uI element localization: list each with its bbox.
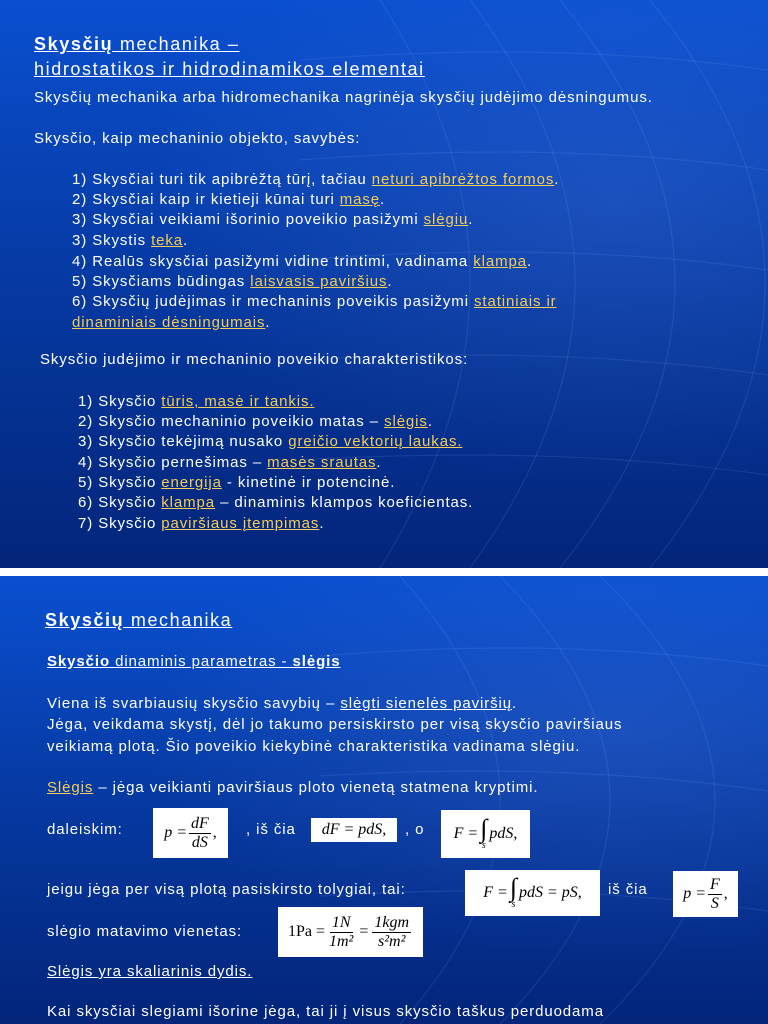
f2-text: dF = pdS <box>321 821 383 838</box>
c2-a: 3) Skysčio <box>78 433 162 450</box>
p0-c: , tačiau <box>311 171 372 188</box>
c4-c2: ir <box>296 474 318 491</box>
intro-c: skysčių <box>414 89 481 106</box>
p6-b: judėjimas <box>155 293 227 310</box>
l2-b: , veikdama <box>83 716 170 733</box>
characteristic-item <box>78 412 433 432</box>
pressure-line-2 <box>47 715 622 735</box>
pressure-line-3 <box>47 737 580 757</box>
dynamic-parameter-line <box>47 652 340 672</box>
integral-sign: ∫ s <box>509 873 517 910</box>
formula-p-dF-dS <box>153 808 228 858</box>
l3-f: . <box>575 738 581 755</box>
characteristic-item <box>78 514 324 534</box>
link-klampa-2[interactable]: klampa <box>161 494 216 511</box>
c5-a: 6) Skysčio <box>78 494 162 511</box>
p4-b: Realūs skysčiai <box>92 253 210 270</box>
link-laisvasis-pavirsius[interactable]: laisvasis paviršius <box>250 273 388 290</box>
p0-d: . <box>554 171 560 188</box>
c2-b: tekėjimą <box>161 433 225 450</box>
def-d: vienetą <box>340 779 396 796</box>
p5-d: . <box>387 273 393 290</box>
ph-a: Skysčio, <box>34 130 98 147</box>
l1-a: Viena iš <box>47 695 113 712</box>
l2-e: visą <box>449 716 481 733</box>
l1-b: svarbiausių <box>112 695 199 712</box>
p6-c: ir mechaninis poveikis pasižymi <box>226 293 475 310</box>
intro-b: nagrinėja <box>345 89 415 106</box>
f4-tail: , <box>577 884 582 901</box>
characteristic-item <box>78 473 395 493</box>
link-slegis[interactable]: slėgis <box>384 413 428 430</box>
characteristic-item <box>78 392 314 412</box>
f4-sub: s <box>511 899 516 910</box>
last-line: Kai skysčiai slegiami išorine jėga, tai ji į visus skysčio taškus perduodama <box>47 1003 604 1020</box>
is-cia-label-2: iš čia <box>608 881 648 898</box>
l1-c: skysčio savybių – <box>198 695 341 712</box>
f6-den2: s²m² <box>378 932 406 950</box>
def-b: jėga <box>112 779 145 796</box>
f3-sub: s <box>481 840 486 851</box>
property-item <box>72 272 392 292</box>
f5-lhs: p = <box>683 885 706 902</box>
f3-body: pdS <box>489 825 514 842</box>
f6-eq: = <box>359 923 369 940</box>
s2-title-rest: mechanika <box>124 610 233 630</box>
f1-fraction <box>189 815 211 852</box>
link-slegis-def[interactable]: Slėgis <box>47 779 94 796</box>
is-cia-label: , iš čia <box>246 821 296 838</box>
property-item <box>72 210 473 230</box>
f1-lhs: p = <box>164 824 187 841</box>
c4-d: . <box>390 474 396 491</box>
def-c: veikianti paviršiaus ploto <box>144 779 341 796</box>
f3-lhs: F = <box>453 825 479 842</box>
characteristics-header <box>40 350 468 370</box>
l3-a: veikiamą plotą <box>47 738 156 755</box>
daleiskim-label: daleiskim: <box>47 821 123 838</box>
ch-a: Skysčio <box>40 351 104 368</box>
ph-d: : <box>355 130 361 147</box>
c2-c: nusako <box>224 433 289 450</box>
p2-a: 3) Skysčiai veikiami išorinio poveikio pasižymi <box>72 211 424 228</box>
formula-F-pS <box>465 870 600 916</box>
link-neturi-formos[interactable]: neturi apibrėžtos formos <box>371 171 555 188</box>
f5-tail: , <box>723 885 728 902</box>
property-item <box>72 190 385 210</box>
title-bold: Skysčių <box>34 34 114 54</box>
uniform-force-line <box>47 880 406 900</box>
property-item <box>72 170 559 190</box>
c3-a: 4) Skysčio pernešimas – <box>78 454 268 471</box>
p1-c: turi <box>305 191 340 208</box>
ph-b: kaip mechaninio objekto, <box>97 130 294 147</box>
p3-a: 3) Skystis <box>72 232 152 249</box>
p2-d: . <box>468 211 474 228</box>
p5-a: 5) Skysčiams <box>72 273 178 290</box>
intro-e: . <box>647 89 653 106</box>
p5-b: būdingas <box>177 273 246 290</box>
s2-title-bold: Skysčių <box>45 610 125 630</box>
j-a: jeigu <box>47 881 89 898</box>
link-dinaminiais-desningumais[interactable]: dinaminiais dėsningumais <box>72 314 266 331</box>
f6-fraction-1 <box>327 914 355 951</box>
properties-header <box>34 129 360 149</box>
slide2-title <box>45 609 232 631</box>
link-slegiu[interactable]: slėgiu <box>423 211 469 228</box>
p7-d: . <box>265 314 271 331</box>
def-e: statmena kryptimi. <box>395 779 539 796</box>
p0-a: 1) Skysčiai turi tik <box>72 171 212 188</box>
c3-d: . <box>376 454 382 471</box>
link-statiniais-ir[interactable]: statiniais ir <box>474 293 557 310</box>
link-energija[interactable]: energija <box>161 474 222 491</box>
l2-a: Jėga <box>47 716 84 733</box>
intro-a: Skysčių mechanika arba hidromechanika <box>34 89 346 106</box>
f6-lhs: 1Pa = <box>287 923 325 940</box>
c4-c: - <box>221 474 238 491</box>
link-klampa[interactable]: klampa <box>473 253 528 270</box>
intro-d: judėjimo dėsningumus <box>480 89 648 106</box>
l1-d: slėgti sienelės paviršių <box>340 695 512 712</box>
f6-num2: 1kgm <box>374 913 410 931</box>
c6-a: 7) Skysčio <box>78 515 162 532</box>
link-mases-srautas[interactable]: masės srautas <box>267 454 377 471</box>
f1-num: dF <box>191 814 209 832</box>
f6-den1: 1m² <box>328 932 354 950</box>
slide-separator <box>0 568 768 576</box>
f6-num1: 1N <box>331 913 351 931</box>
scalar-line <box>47 962 252 982</box>
link-teka[interactable]: teka <box>151 232 184 249</box>
property-item <box>72 292 557 312</box>
ch-b: judėjimo <box>103 351 167 368</box>
j-c: per <box>120 881 155 898</box>
l1-e: . <box>512 695 518 712</box>
p1-b: kūnai <box>264 191 306 208</box>
f3-tail: , <box>513 825 518 842</box>
v-b: matavimo vienetas: <box>91 923 243 940</box>
sc-b: yra skaliarinis dydis. <box>93 963 253 980</box>
title-rest: mechanika – <box>113 34 240 54</box>
param-c: slėgis <box>292 653 341 670</box>
l3-b: . Šio poveikio <box>155 738 263 755</box>
p4-a: 4) <box>72 253 93 270</box>
slide-pressure <box>0 576 768 1024</box>
f5-fraction <box>708 876 722 913</box>
link-turis-mase-tankis[interactable]: tūris, masė ir tankis. <box>161 393 315 410</box>
f4-lhs: F = <box>483 884 508 901</box>
p6-a: 6) Skysčių <box>72 293 156 310</box>
j-d: visą plotą <box>154 881 228 898</box>
j-e: pasiskirsto tolygiai, tai: <box>227 881 406 898</box>
property-item <box>72 252 532 272</box>
link-mase[interactable]: masę <box>339 191 381 208</box>
c4-a: 5) Skysčio <box>78 474 162 491</box>
param-a: Skysčio <box>47 653 111 670</box>
j-b: jėga <box>88 881 121 898</box>
f5-den: S <box>710 894 719 912</box>
characteristic-item <box>78 453 382 473</box>
l3-d: charakteristika vadinama <box>333 738 531 755</box>
c1-a: 2) Skysčio mechaninio poveikio matas – <box>78 413 385 430</box>
formula-F-integral <box>441 810 530 858</box>
sc-a: Slėgis <box>47 963 94 980</box>
formula-pascal-unit <box>278 907 423 957</box>
ph-c: savybės <box>293 130 356 147</box>
formula-dF-pdS <box>311 818 397 842</box>
integral-sign: ∫ s <box>480 814 488 851</box>
slide1-subtitle: hidrostatikos ir hidrodinamikos elementai <box>34 59 425 79</box>
formula-p-F-S <box>673 871 738 917</box>
param-b: dinaminis parametras - <box>110 653 293 670</box>
f1-den: dS <box>191 833 208 851</box>
property-item-continued <box>72 313 270 333</box>
c4-b: kinetinė <box>237 474 297 491</box>
l2-f: skysčio paviršiaus <box>480 716 623 733</box>
f5-num: F <box>710 875 720 893</box>
l3-c: kiekybinė <box>262 738 334 755</box>
f2-tail: , <box>382 821 387 838</box>
c6-d: . <box>319 515 325 532</box>
c0-a: 1) Skysčio <box>78 393 162 410</box>
def-a: – <box>93 779 113 796</box>
c4-b2: potencinė <box>317 474 391 491</box>
v-a: slėgio <box>47 923 92 940</box>
unit-label <box>47 922 242 942</box>
p1-a: 2) Skysčiai kaip ir kietieji <box>72 191 265 208</box>
p4-c: pasižymi vidine trintimi, vadinama <box>209 253 474 270</box>
p3-d: . <box>183 232 189 249</box>
f4-body: pdS = pS <box>518 884 578 901</box>
l2-d: , dėl jo takumo persiskirsto per <box>212 716 450 733</box>
pressure-line-1 <box>47 694 517 714</box>
l2-c: skystį <box>169 716 213 733</box>
slide1-title <box>34 33 240 55</box>
link-greicio-vektoriu-laukas[interactable]: greičio vektorių laukas. <box>288 433 463 450</box>
intro-line <box>34 88 653 108</box>
link-pavirsiaus-itempimas[interactable]: paviršiaus įtempimas <box>161 515 320 532</box>
characteristic-item <box>78 432 462 452</box>
o-label: , o <box>405 821 425 838</box>
p1-d: . <box>380 191 386 208</box>
property-item <box>72 231 188 251</box>
pressure-definition <box>47 778 538 798</box>
f6-fraction-2 <box>372 914 411 951</box>
ch-c: ir mechaninio poveikio charakteristikos: <box>166 351 469 368</box>
f1-tail: , <box>212 824 217 841</box>
c1-d: . <box>427 413 433 430</box>
c5-c: – dinaminis klampos koeficientas. <box>215 494 474 511</box>
p4-d: . <box>527 253 533 270</box>
characteristic-item <box>78 493 473 513</box>
l3-e: slėgiu <box>530 738 576 755</box>
p0-b: apibrėžtą tūrį <box>211 171 312 188</box>
